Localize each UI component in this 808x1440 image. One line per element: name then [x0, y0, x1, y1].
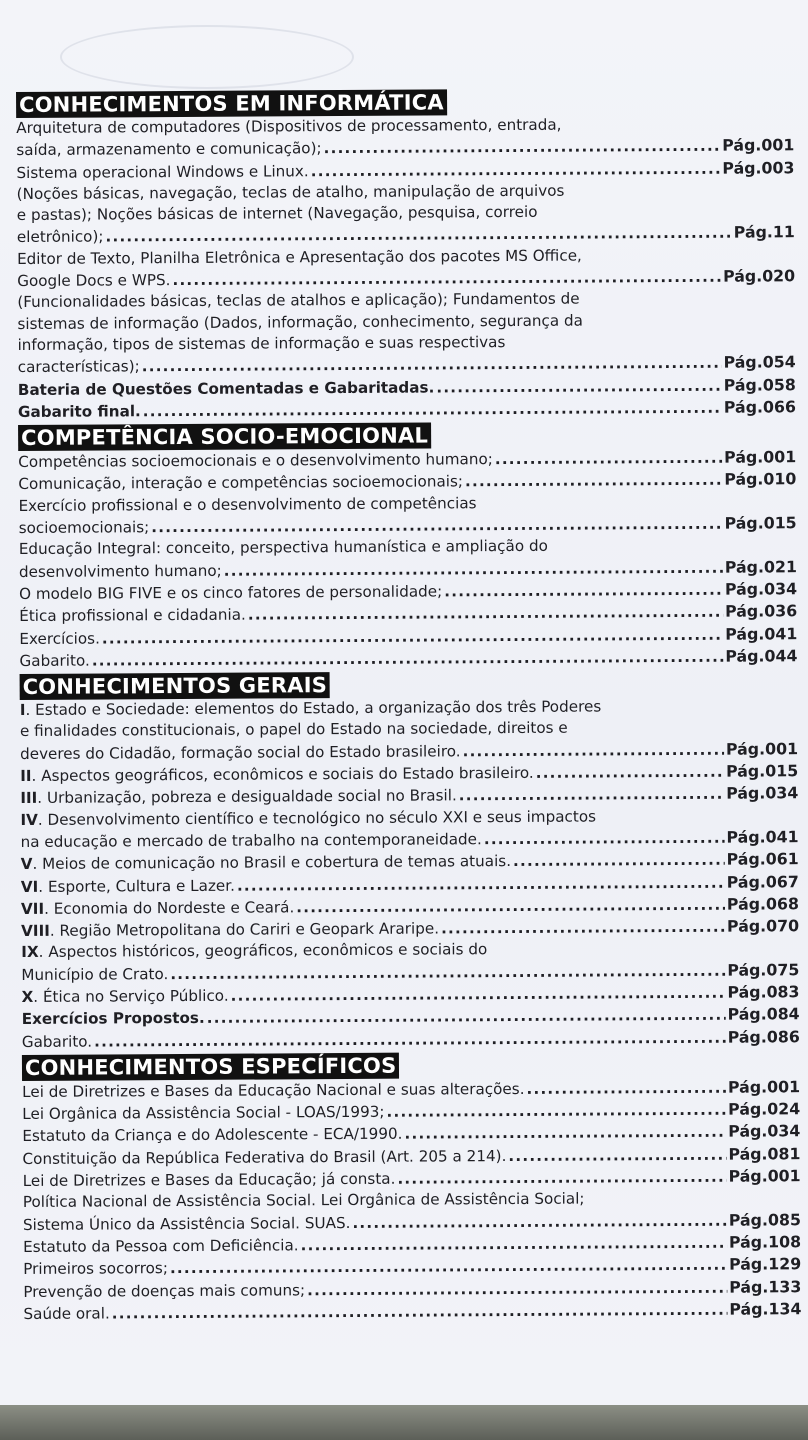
roman-numeral: V — [20, 855, 33, 874]
section-heading: COMPETÊNCIA SOCIO-EMOCIONAL — [18, 423, 431, 452]
entry-line-with-page — [18, 396, 796, 423]
dot-leader — [237, 872, 725, 896]
entry-text — [21, 875, 235, 898]
page-reference: Pág.001 — [728, 1166, 801, 1186]
toc-entry — [23, 1188, 801, 1236]
page-reference: Pág.054 — [723, 352, 796, 372]
entry-text: Google Docs e WPS. — [17, 271, 171, 291]
dot-leader — [463, 739, 724, 762]
entry-text-body: . Região Metropolitana do Cariri e Geopark Araripe. — [49, 919, 440, 940]
entry-text — [20, 763, 534, 787]
entry-text: Educação Integral: conceito, perspectiva humanística e ampliação do — [18, 537, 548, 559]
entry-line-with-page — [19, 645, 797, 672]
entry-text: (Noções básicas, navegação, teclas de atalho, manipulação de arquivos — [16, 181, 565, 203]
page-reference: Pág.024 — [728, 1099, 801, 1119]
toc-section — [20, 667, 800, 1052]
section-heading: CONHECIMENTOS GERAIS — [20, 672, 331, 700]
toc-section — [16, 85, 796, 423]
page-reference: Pág.003 — [722, 157, 795, 178]
entry-text: Sistema operacional Windows e Linux. — [16, 161, 309, 182]
page-reference: Pág.058 — [723, 374, 796, 395]
page-reference: Pág.041 — [725, 623, 798, 644]
page-reference: Pág.041 — [726, 827, 799, 847]
watermark-stamp — [60, 25, 354, 89]
entry-text: Primeiros socorros; — [23, 1259, 168, 1279]
entry-text: Saúde oral. — [23, 1304, 110, 1323]
page-reference: Pág.134 — [729, 1299, 802, 1319]
entry-text: Arquitetura de computadores (Dispositivos de processamento, entrada, — [16, 115, 562, 137]
entry-text: Sistema Único da Assistência Social. SUAS. — [22, 1213, 351, 1234]
dot-leader — [324, 136, 721, 160]
toc-entry — [23, 1298, 801, 1325]
entry-text: Ética profissional e cidadania. — [19, 605, 246, 626]
dot-leader — [459, 784, 725, 807]
roman-numeral: VIII — [21, 921, 50, 941]
dot-leader — [444, 580, 723, 603]
toc-entry — [17, 288, 796, 379]
entry-text: Município de Crato. — [21, 964, 169, 984]
toc-entry — [17, 244, 795, 292]
dot-leader — [143, 398, 722, 423]
dot-leader — [404, 1122, 726, 1145]
dot-leader — [92, 647, 724, 672]
toc-entry — [19, 645, 797, 672]
entry-text: Estatuto da Pessoa com Deficiência. — [23, 1236, 299, 1256]
dot-leader — [536, 762, 725, 784]
entry-text: . Aspectos históricos, geográficos, econômicos e sociais do — [38, 940, 488, 962]
page-reference: Pág.075 — [727, 959, 800, 980]
page-reference: Pág.001 — [725, 738, 799, 759]
roman-numeral: X — [21, 987, 34, 1006]
entry-text: socioemocionais; — [18, 518, 150, 538]
entry-text-body: . Aspectos geográficos, econômicos e sociais do Estado brasileiro. — [31, 763, 534, 785]
entry-text-body: . Urbanização, pobreza e desigualdade social no Brasil. — [37, 786, 457, 808]
dot-leader — [436, 375, 722, 398]
toc-entry — [20, 695, 798, 765]
page-reference: Pág.001 — [727, 1077, 801, 1097]
entry-text: Exercício profissional e o desenvolvimento de competências — [18, 493, 477, 515]
dot-leader — [508, 1144, 726, 1167]
page-reference: Pág.070 — [726, 916, 800, 936]
dot-leader — [112, 1300, 728, 1325]
section-heading: CONHECIMENTOS EM INFORMÁTICA — [16, 89, 447, 118]
entry-text: informação, tipos de sistemas de informação e suas respectivas — [17, 332, 506, 354]
entry-text: Gabarito. — [19, 651, 90, 670]
page-reference: Pág.083 — [727, 982, 800, 1002]
page-reference: Pág.108 — [728, 1232, 802, 1252]
dot-leader — [94, 1027, 726, 1052]
toc-entry — [16, 113, 794, 161]
page-reference: Pág.066 — [723, 397, 797, 417]
entry-text — [21, 986, 228, 1009]
entry-text — [21, 919, 439, 943]
table-surface — [0, 1405, 808, 1440]
roman-numeral: VII — [20, 899, 45, 918]
dot-leader — [224, 557, 723, 581]
page-reference: Pág.010 — [724, 469, 797, 490]
page-reference: Pág.068 — [726, 894, 800, 914]
dot-leader — [248, 602, 723, 626]
toc-entry — [17, 179, 795, 249]
entry-text: sistemas de informação (Dados, informação, conhecimento, segurança da — [17, 311, 584, 333]
entry-text: Bateria de Questões Comentadas e Gabaritadas. — [17, 378, 435, 399]
entry-text: na educação e mercado de trabalho na contemporaneidade. — [20, 830, 482, 851]
page-reference: Pág.081 — [728, 1143, 801, 1164]
entry-text: Gabarito. — [21, 1032, 93, 1051]
dot-leader — [307, 1277, 727, 1301]
page-reference: Pág.034 — [726, 783, 799, 803]
page-reference: Pág.001 — [722, 135, 795, 155]
page-reference: Pág.086 — [727, 1026, 800, 1047]
entry-text: . Estado e Sociedade: elementos do Estado, a organização dos três Poderes — [25, 697, 602, 720]
entry-text: Editor de Texto, Planilha Eletrônica e Apresentação dos pacotes MS Office, — [16, 246, 582, 268]
dot-leader — [296, 894, 725, 918]
entry-line-with-page — [22, 1026, 800, 1053]
entry-text: e pastas); Noções básicas de internet (Navegação, pesquisa, correio — [16, 203, 538, 225]
toc-entry — [22, 1026, 800, 1053]
dot-leader — [441, 917, 725, 940]
page-reference: Pág.044 — [725, 646, 798, 666]
entry-text: características); — [17, 357, 140, 377]
entry-text: O modelo BIG FIVE e os cinco fatores de personalidade; — [19, 582, 443, 603]
page-reference: Pág.020 — [722, 266, 796, 286]
dot-leader — [386, 1100, 726, 1123]
dot-leader — [526, 1078, 726, 1101]
table-of-contents — [16, 85, 802, 1325]
entry-text-body: . Ética no Serviço Público. — [33, 986, 229, 1006]
toc-section — [18, 418, 798, 672]
page-reference: Pág.061 — [726, 849, 799, 869]
page-reference: Pág.067 — [726, 871, 799, 892]
entry-text: Exercícios Propostos. — [21, 1009, 205, 1029]
entry-text: Estatuto da Criança e do Adolescente - ECA/1990. — [22, 1125, 403, 1146]
section-heading: CONHECIMENTOS ESPECÍFICOS — [22, 1053, 400, 1081]
entry-text: Lei de Diretrizes e Bases da Educação; já consta. — [22, 1169, 396, 1191]
entry-text-body: . Economia do Nordeste e Ceará. — [44, 898, 295, 918]
entry-text: Lei de Diretrizes e Bases da Educação Nacional e suas alterações. — [22, 1079, 525, 1101]
entry-text — [21, 851, 511, 875]
entry-text-body: . Esporte, Cultura e Lazer. — [38, 876, 235, 896]
dot-leader — [513, 850, 725, 873]
page-reference: Pág.084 — [727, 1004, 800, 1024]
entry-line-with-page — [23, 1298, 801, 1325]
dot-leader — [311, 158, 721, 182]
entry-text: Competências socioemocionais e o desenvolvimento humano; — [18, 450, 493, 472]
entry-text: eletrônico); — [16, 227, 104, 247]
dot-leader — [301, 1233, 727, 1257]
toc-section — [22, 1048, 802, 1325]
entry-text — [20, 786, 457, 810]
dot-leader — [231, 983, 726, 1007]
roman-numeral: I — [19, 701, 26, 720]
page-reference: Pág.129 — [729, 1254, 802, 1274]
toc-entry — [18, 396, 796, 423]
toc-entry — [20, 805, 798, 853]
dot-leader — [465, 470, 722, 493]
toc-entry — [21, 938, 799, 986]
entry-text: Política Nacional de Assistência Social. Lei Orgânica de Assistência Social; — [22, 1189, 585, 1212]
roman-numeral: III — [20, 789, 38, 808]
roman-numeral: II — [20, 766, 32, 786]
entry-text: Lei Orgânica da Assistência Social - LOAS/1993; — [22, 1102, 385, 1124]
entry-text: Gabarito final. — [17, 402, 141, 421]
entry-text: Comunicação, interação e competências socioemocionais; — [18, 472, 464, 494]
page-reference: Pág.085 — [728, 1209, 801, 1230]
page-reference: Pág.015 — [726, 761, 799, 781]
page-reference: Pág.001 — [724, 447, 797, 467]
entry-text — [21, 897, 294, 920]
entry-text: e finalidades constitucionais, o papel do Estado na sociedade, direitos e — [19, 719, 568, 741]
toc-entry — [19, 535, 797, 583]
dot-leader — [352, 1210, 727, 1234]
dot-leader — [397, 1167, 726, 1190]
page-reference: Pág.11 — [733, 222, 795, 243]
page-reference: Pág.036 — [725, 601, 798, 621]
entry-text: Constituição da República Federativa do Brasil (Art. 205 a 214). — [22, 1146, 507, 1168]
entry-text: deveres do Cidadão, formação social do Estado brasileiro. — [19, 742, 461, 763]
roman-numeral: IX — [21, 943, 39, 962]
entry-text: Prevenção de doenças mais comuns; — [23, 1280, 306, 1301]
dot-leader — [484, 828, 725, 851]
entry-text: (Funcionalidades básicas, teclas de atalhos e aplicação); Fundamentos de — [17, 289, 580, 312]
page-reference: Pág.034 — [724, 579, 798, 599]
entry-text: saída, armazenamento e comunicação); — [16, 139, 322, 160]
entry-text-body: . Meios de comunicação no Brasil e cobertura de temas atuais. — [32, 852, 512, 874]
entry-text: . Desenvolvimento científico e tecnológico no século XXI e seus impactos — [37, 807, 597, 829]
page-reference: Pág.133 — [729, 1276, 802, 1297]
entry-text: desenvolvimento humano; — [18, 561, 222, 581]
entry-text: Exercícios. — [19, 629, 100, 648]
dot-leader — [495, 448, 722, 471]
page-reference: Pág.034 — [728, 1121, 801, 1142]
page-reference: Pág.015 — [724, 513, 797, 533]
toc-entry — [18, 491, 796, 539]
roman-numeral: IV — [20, 810, 38, 829]
roman-numeral: VI — [20, 877, 39, 896]
page-reference: Pág.021 — [724, 556, 797, 577]
